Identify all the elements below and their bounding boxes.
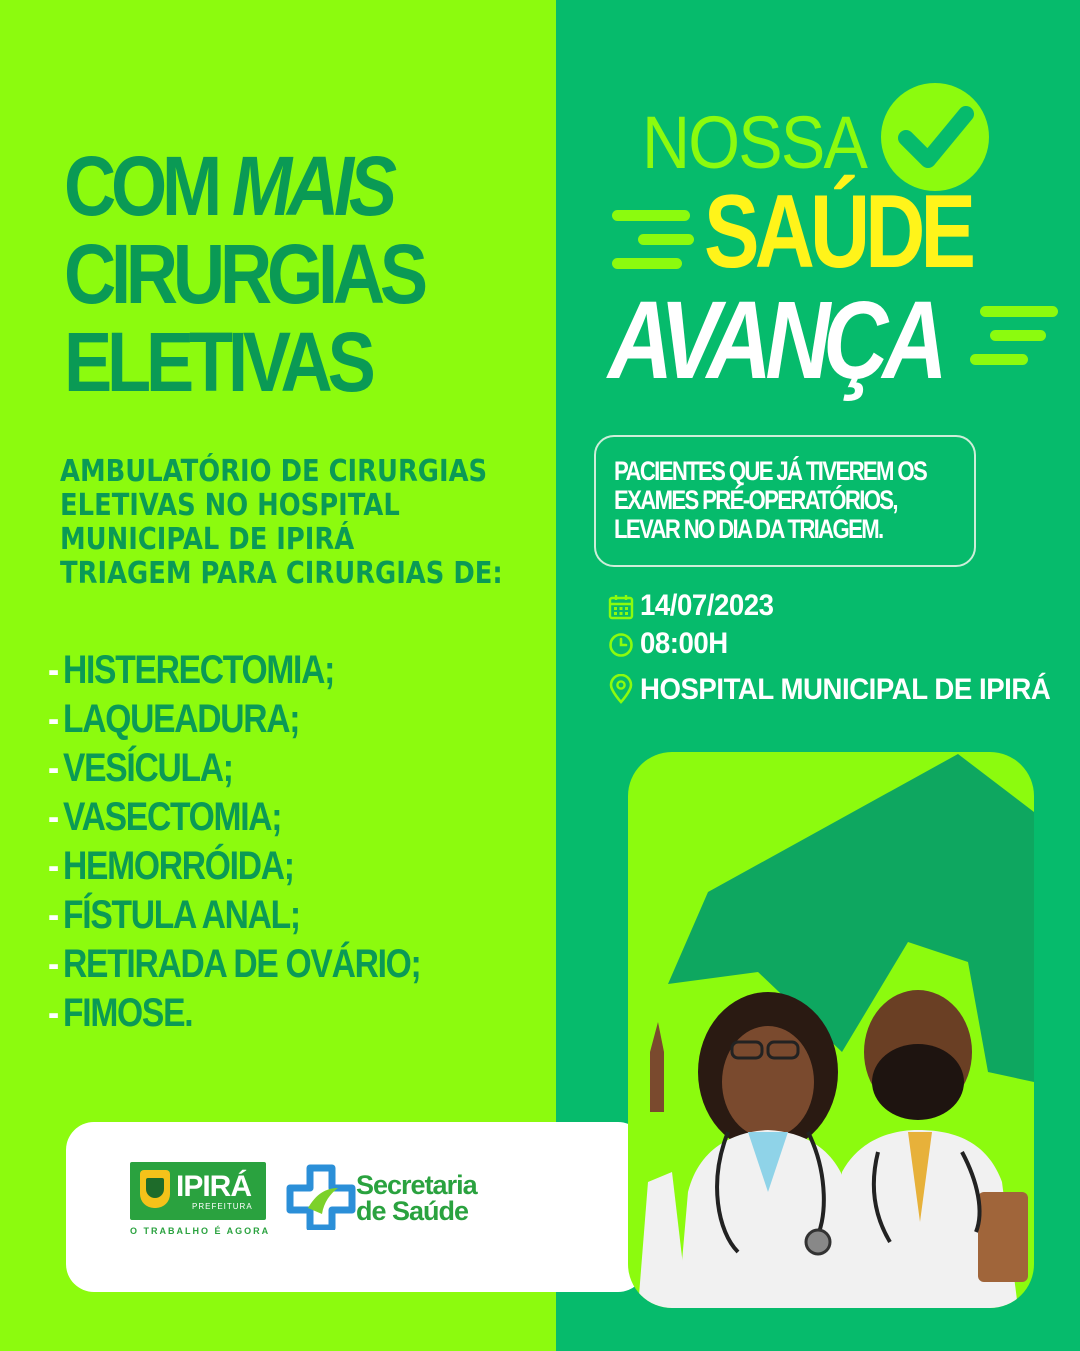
doctors-image (628, 752, 1034, 1308)
procedure-name: RETIRADA DE OVÁRIO; (62, 942, 421, 986)
headline-line-3: ELETIVAS (64, 315, 371, 409)
headline-line-1 (64, 139, 468, 233)
procedure-name: HISTERECTOMIA; (62, 648, 335, 692)
sec-line-2: de Saúde (356, 1196, 469, 1226)
event-date-text: 14/07/2023 (640, 589, 774, 622)
campaign-word-avanca: AVANÇA (608, 279, 942, 402)
procedure-name: VESÍCULA; (62, 746, 233, 790)
list-item (48, 646, 420, 695)
sec-line-1: Secretaria (356, 1170, 477, 1200)
procedure-name: FIMOSE. (62, 991, 193, 1035)
campaign-word-saude: SAÚDE (704, 174, 972, 290)
headline (64, 139, 468, 409)
headline-line-2: CIRURGIAS (64, 227, 423, 321)
list-item (48, 989, 420, 1038)
speed-line (970, 354, 1028, 365)
list-dash: - (48, 942, 58, 986)
event-location-text: HOSPITAL MUNICIPAL DE IPIRÁ (640, 673, 1051, 706)
intro-line-3: MUNICIPAL DE IPIRÁ (60, 522, 355, 557)
list-item (48, 695, 420, 744)
list-item (48, 891, 420, 940)
intro-text (60, 454, 503, 591)
campaign-logo (608, 80, 1068, 420)
health-cross-icon (286, 1164, 356, 1230)
intro-line-1: AMBULATÓRIO DE CIRURGIAS (60, 454, 488, 489)
list-dash: - (48, 991, 58, 1035)
list-dash: - (48, 648, 58, 692)
list-dash: - (48, 844, 58, 888)
intro-line-2: ELETIVAS NO HOSPITAL (60, 488, 400, 523)
list-dash: - (48, 697, 58, 741)
procedure-list (48, 646, 491, 1038)
speed-line (638, 234, 694, 245)
clock-icon (608, 632, 634, 658)
speed-line (612, 258, 682, 269)
ipira-sub: PREFEITURA (192, 1202, 253, 1211)
speed-line (612, 210, 690, 221)
ipira-logo (130, 1162, 266, 1220)
ipira-slogan: O TRABALHO É AGORA (130, 1226, 271, 1236)
list-item (48, 940, 420, 989)
crest-icon (140, 1170, 170, 1208)
list-item (48, 793, 420, 842)
notice-line-3: LEVAR NO DIA DA TRIAGEM. (614, 514, 883, 544)
speed-line (980, 306, 1058, 317)
doctors-illustration (628, 752, 1034, 1308)
procedure-name: FÍSTULA ANAL; (62, 893, 300, 937)
list-item (48, 744, 420, 793)
list-dash: - (48, 893, 58, 937)
campaign-word-nossa: NOSSA (642, 101, 867, 184)
notice-line-2: EXAMES PRÉ-OPERATÓRIOS, (614, 485, 897, 515)
event-time-text: 08:00H (640, 627, 728, 660)
notice-box (594, 435, 976, 567)
secretaria-logo-text (356, 1172, 477, 1224)
location-pin-icon (608, 674, 634, 704)
list-dash: - (48, 795, 58, 839)
procedure-name: LAQUEADURA; (62, 697, 300, 741)
ipira-name: IPIRÁ (176, 1170, 252, 1203)
speed-line (990, 330, 1046, 341)
headline-com: COM (64, 139, 232, 233)
list-item (48, 842, 420, 891)
list-dash: - (48, 746, 58, 790)
procedure-name: HEMORRÓIDA; (62, 844, 294, 888)
procedure-name: VASECTOMIA; (62, 795, 282, 839)
notice-line-1: PACIENTES QUE JÁ TIVEREM OS (614, 456, 927, 486)
logo-card (66, 1122, 646, 1292)
notice-text (614, 456, 927, 544)
headline-mais: MAIS (231, 139, 392, 233)
intro-line-4: TRIAGEM PARA CIRURGIAS DE: (60, 556, 503, 591)
calendar-icon (608, 594, 634, 620)
